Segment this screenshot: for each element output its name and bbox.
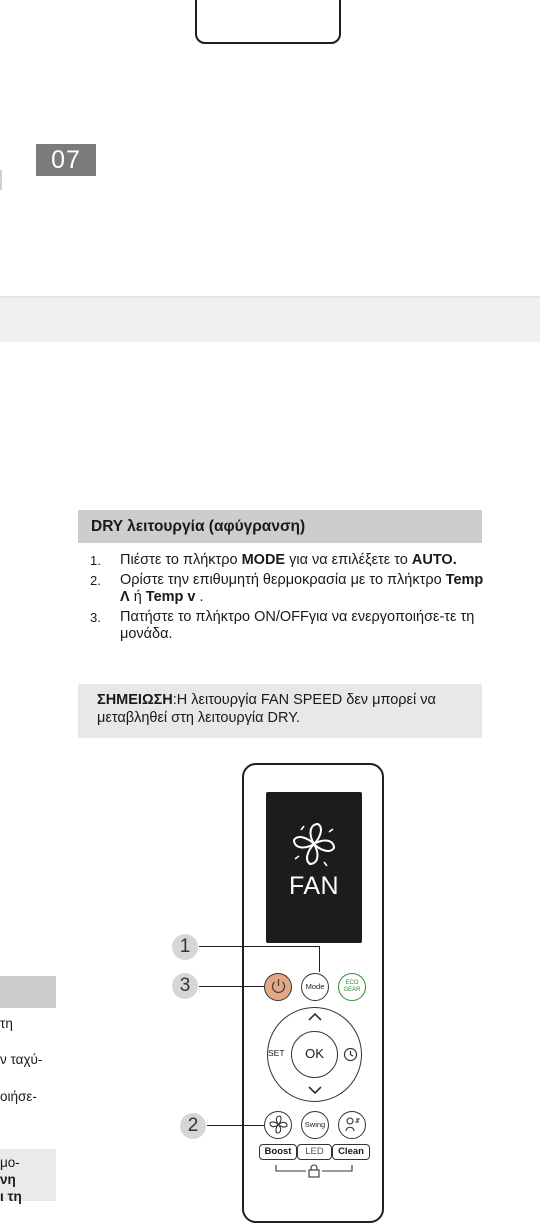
note-label: ΣΗΜΕΙΩΣΗ [97,692,173,708]
boost-button: Boost [259,1144,297,1160]
callout-1-leader [199,946,319,947]
callout-3-leader [199,986,264,987]
left-text-fragment: μο- [0,1155,20,1170]
callout-1: 1 [172,934,198,960]
sleep-person-icon [340,1112,365,1137]
step-item: 1. Πιέστε το πλήκτρο MODE για να επιλέξετε το AUTO. [90,552,457,568]
power-icon [266,974,291,999]
ok-button: OK [291,1031,338,1078]
steps-list [90,552,490,646]
mode-button: Mode [301,973,329,1001]
page-edge-mark [0,170,2,190]
clean-button: Clean [332,1144,370,1160]
step-number: 2. [90,572,101,588]
left-text-fragment: τη [0,1016,13,1031]
fan-button [264,1111,292,1139]
remote-illustration-top [195,0,341,44]
power-button [264,973,292,1001]
callout-1-leader-drop [319,946,320,972]
page-separator [0,296,540,342]
callout-2-leader [207,1125,264,1126]
left-text-fragment: οιήσε- [0,1089,37,1104]
step-number: 1. [90,553,101,568]
step-item: 2. Ορίστε την επιθυμητή θερμοκρασία με το πλήκτρο Temp Λ ή Temp v . [90,571,484,605]
left-text-fragment: νη [0,1172,16,1187]
page-number: 07 [36,144,96,176]
left-text-fragment: ν ταχύ- [0,1052,43,1067]
callout-2: 2 [180,1113,206,1139]
clock-icon [343,1047,358,1062]
note-text: :Η λειτουργία FAN SPEED δεν μπορεί να μεταβληθεί στη λειτουργία DRY. [97,692,436,726]
step-number: 3. [90,609,101,625]
swing-button: Swing [301,1111,329,1139]
step-item: 3. Πατήστε το πλήκτρο ON/OFFγια να ενεργοποιήσε-τε τη μονάδα. [90,608,475,642]
display-text: FAN [288,872,340,900]
set-label: SET [268,1048,285,1058]
callout-3: 3 [172,973,198,999]
fan-icon [266,1112,291,1137]
lock-icon [274,1163,354,1179]
chevron-down-icon [307,1085,323,1095]
left-text-fragment: ι τη [0,1189,22,1204]
led-button: LED [297,1144,332,1160]
eco-gear-button: ECO GEAR [338,973,366,1001]
sleep-button [338,1111,366,1139]
left-section-header [0,976,56,1008]
chevron-up-icon [307,1012,323,1022]
section-title: DRY λειτουργία (αφύγρανση) [78,510,482,543]
fan-icon [288,818,340,870]
note-box [78,684,482,738]
